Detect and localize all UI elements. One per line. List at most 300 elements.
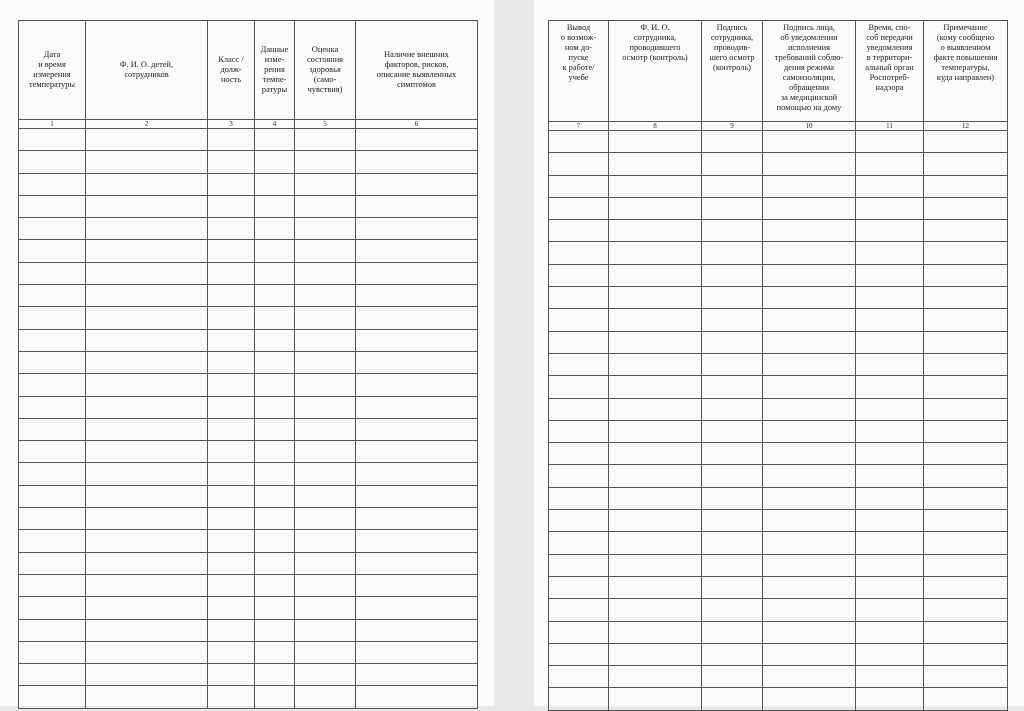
table-cell[interactable] — [549, 287, 609, 309]
table-cell[interactable] — [549, 153, 609, 175]
table-cell[interactable] — [255, 664, 295, 686]
table-cell[interactable] — [763, 131, 856, 153]
table-cell[interactable] — [549, 175, 609, 197]
table-cell[interactable] — [356, 351, 478, 373]
table-cell[interactable] — [763, 487, 856, 509]
table-cell[interactable] — [208, 218, 255, 240]
table-cell[interactable] — [295, 485, 356, 507]
table-cell[interactable] — [208, 574, 255, 596]
table-cell[interactable] — [356, 574, 478, 596]
table-cell[interactable] — [295, 329, 356, 351]
table-cell[interactable] — [924, 376, 1008, 398]
table-cell[interactable] — [208, 374, 255, 396]
table-cell[interactable] — [208, 396, 255, 418]
table-cell[interactable] — [356, 463, 478, 485]
table-cell[interactable] — [702, 643, 763, 665]
table-cell[interactable] — [702, 197, 763, 219]
table-cell[interactable] — [549, 576, 609, 598]
table-cell[interactable] — [208, 686, 255, 708]
table-cell[interactable] — [702, 510, 763, 532]
table-cell[interactable] — [702, 532, 763, 554]
table-cell[interactable] — [86, 285, 208, 307]
table-cell[interactable] — [763, 220, 856, 242]
table-cell[interactable] — [609, 510, 702, 532]
table-cell[interactable] — [763, 666, 856, 688]
table-cell[interactable] — [549, 599, 609, 621]
table-cell[interactable] — [295, 508, 356, 530]
table-cell[interactable] — [549, 688, 609, 710]
table-cell[interactable] — [208, 195, 255, 217]
table-cell[interactable] — [702, 666, 763, 688]
table-cell[interactable] — [86, 129, 208, 151]
table-cell[interactable] — [208, 151, 255, 173]
table-cell[interactable] — [295, 463, 356, 485]
table-cell[interactable] — [295, 129, 356, 151]
table-cell[interactable] — [856, 599, 924, 621]
table-cell[interactable] — [356, 597, 478, 619]
table-cell[interactable] — [549, 331, 609, 353]
table-cell[interactable] — [609, 643, 702, 665]
table-cell[interactable] — [356, 530, 478, 552]
table-cell[interactable] — [763, 443, 856, 465]
table-cell[interactable] — [19, 485, 86, 507]
table-cell[interactable] — [609, 576, 702, 598]
table-cell[interactable] — [924, 153, 1008, 175]
table-cell[interactable] — [356, 641, 478, 663]
table-cell[interactable] — [86, 195, 208, 217]
table-cell[interactable] — [924, 487, 1008, 509]
table-cell[interactable] — [609, 621, 702, 643]
table-cell[interactable] — [86, 441, 208, 463]
table-cell[interactable] — [356, 129, 478, 151]
table-cell[interactable] — [19, 463, 86, 485]
table-cell[interactable] — [19, 619, 86, 641]
table-cell[interactable] — [856, 576, 924, 598]
table-cell[interactable] — [295, 351, 356, 373]
table-cell[interactable] — [86, 508, 208, 530]
table-cell[interactable] — [208, 173, 255, 195]
table-cell[interactable] — [702, 220, 763, 242]
table-cell[interactable] — [609, 220, 702, 242]
table-cell[interactable] — [208, 329, 255, 351]
table-cell[interactable] — [856, 643, 924, 665]
table-cell[interactable] — [609, 331, 702, 353]
table-cell[interactable] — [763, 643, 856, 665]
table-cell[interactable] — [856, 621, 924, 643]
table-cell[interactable] — [856, 532, 924, 554]
table-cell[interactable] — [856, 175, 924, 197]
table-cell[interactable] — [856, 287, 924, 309]
table-cell[interactable] — [763, 510, 856, 532]
table-cell[interactable] — [924, 643, 1008, 665]
table-cell[interactable] — [86, 552, 208, 574]
table-cell[interactable] — [208, 664, 255, 686]
table-cell[interactable] — [924, 175, 1008, 197]
table-cell[interactable] — [86, 262, 208, 284]
table-cell[interactable] — [924, 554, 1008, 576]
table-cell[interactable] — [208, 508, 255, 530]
table-cell[interactable] — [255, 508, 295, 530]
table-cell[interactable] — [19, 396, 86, 418]
table-cell[interactable] — [549, 264, 609, 286]
table-cell[interactable] — [208, 285, 255, 307]
table-cell[interactable] — [609, 175, 702, 197]
table-cell[interactable] — [86, 151, 208, 173]
table-cell[interactable] — [86, 664, 208, 686]
table-cell[interactable] — [924, 287, 1008, 309]
table-cell[interactable] — [19, 418, 86, 440]
table-cell[interactable] — [609, 309, 702, 331]
table-cell[interactable] — [702, 242, 763, 264]
table-cell[interactable] — [702, 331, 763, 353]
table-cell[interactable] — [19, 597, 86, 619]
table-cell[interactable] — [763, 621, 856, 643]
table-cell[interactable] — [208, 240, 255, 262]
table-cell[interactable] — [86, 463, 208, 485]
table-cell[interactable] — [702, 264, 763, 286]
table-cell[interactable] — [856, 309, 924, 331]
table-cell[interactable] — [763, 688, 856, 710]
table-cell[interactable] — [609, 287, 702, 309]
table-cell[interactable] — [763, 153, 856, 175]
table-cell[interactable] — [763, 242, 856, 264]
table-cell[interactable] — [924, 576, 1008, 598]
table-cell[interactable] — [609, 376, 702, 398]
table-cell[interactable] — [86, 351, 208, 373]
table-cell[interactable] — [208, 485, 255, 507]
table-cell[interactable] — [549, 510, 609, 532]
table-cell[interactable] — [356, 619, 478, 641]
table-cell[interactable] — [19, 686, 86, 708]
table-cell[interactable] — [763, 420, 856, 442]
table-cell[interactable] — [856, 688, 924, 710]
table-cell[interactable] — [19, 218, 86, 240]
table-cell[interactable] — [19, 374, 86, 396]
table-cell[interactable] — [702, 353, 763, 375]
table-cell[interactable] — [924, 264, 1008, 286]
table-cell[interactable] — [702, 688, 763, 710]
table-cell[interactable] — [549, 220, 609, 242]
table-cell[interactable] — [86, 173, 208, 195]
table-cell[interactable] — [702, 153, 763, 175]
table-cell[interactable] — [295, 641, 356, 663]
table-cell[interactable] — [856, 131, 924, 153]
table-cell[interactable] — [924, 242, 1008, 264]
table-cell[interactable] — [86, 218, 208, 240]
table-cell[interactable] — [19, 552, 86, 574]
table-cell[interactable] — [702, 287, 763, 309]
table-cell[interactable] — [924, 465, 1008, 487]
table-cell[interactable] — [702, 554, 763, 576]
table-cell[interactable] — [255, 552, 295, 574]
table-cell[interactable] — [856, 264, 924, 286]
table-cell[interactable] — [356, 664, 478, 686]
table-cell[interactable] — [19, 329, 86, 351]
table-cell[interactable] — [609, 420, 702, 442]
table-cell[interactable] — [856, 242, 924, 264]
table-cell[interactable] — [295, 441, 356, 463]
table-cell[interactable] — [208, 351, 255, 373]
table-cell[interactable] — [856, 666, 924, 688]
table-cell[interactable] — [856, 153, 924, 175]
table-cell[interactable] — [19, 441, 86, 463]
table-cell[interactable] — [702, 465, 763, 487]
table-cell[interactable] — [609, 153, 702, 175]
table-cell[interactable] — [702, 175, 763, 197]
table-cell[interactable] — [255, 686, 295, 708]
table-cell[interactable] — [255, 530, 295, 552]
table-cell[interactable] — [702, 487, 763, 509]
table-cell[interactable] — [609, 532, 702, 554]
table-cell[interactable] — [609, 443, 702, 465]
table-cell[interactable] — [702, 309, 763, 331]
table-cell[interactable] — [924, 621, 1008, 643]
table-cell[interactable] — [19, 151, 86, 173]
table-cell[interactable] — [255, 597, 295, 619]
table-cell[interactable] — [549, 487, 609, 509]
table-cell[interactable] — [255, 619, 295, 641]
table-cell[interactable] — [924, 599, 1008, 621]
table-cell[interactable] — [356, 686, 478, 708]
table-cell[interactable] — [549, 621, 609, 643]
table-cell[interactable] — [356, 262, 478, 284]
table-cell[interactable] — [763, 287, 856, 309]
table-cell[interactable] — [19, 285, 86, 307]
table-cell[interactable] — [549, 309, 609, 331]
table-cell[interactable] — [549, 443, 609, 465]
table-cell[interactable] — [255, 129, 295, 151]
table-cell[interactable] — [86, 574, 208, 596]
table-cell[interactable] — [856, 510, 924, 532]
table-cell[interactable] — [255, 485, 295, 507]
table-cell[interactable] — [856, 420, 924, 442]
table-cell[interactable] — [19, 173, 86, 195]
table-cell[interactable] — [763, 465, 856, 487]
table-cell[interactable] — [19, 195, 86, 217]
table-cell[interactable] — [609, 554, 702, 576]
table-cell[interactable] — [255, 151, 295, 173]
table-cell[interactable] — [295, 664, 356, 686]
table-cell[interactable] — [702, 599, 763, 621]
table-cell[interactable] — [19, 351, 86, 373]
table-cell[interactable] — [609, 599, 702, 621]
table-cell[interactable] — [86, 530, 208, 552]
table-cell[interactable] — [86, 418, 208, 440]
table-cell[interactable] — [19, 240, 86, 262]
table-cell[interactable] — [702, 621, 763, 643]
table-cell[interactable] — [924, 666, 1008, 688]
table-cell[interactable] — [295, 240, 356, 262]
table-cell[interactable] — [19, 307, 86, 329]
table-cell[interactable] — [763, 331, 856, 353]
table-cell[interactable] — [19, 530, 86, 552]
table-cell[interactable] — [19, 508, 86, 530]
table-cell[interactable] — [549, 532, 609, 554]
table-cell[interactable] — [609, 688, 702, 710]
table-cell[interactable] — [356, 173, 478, 195]
table-cell[interactable] — [208, 441, 255, 463]
table-cell[interactable] — [856, 465, 924, 487]
table-cell[interactable] — [255, 351, 295, 373]
table-cell[interactable] — [856, 487, 924, 509]
table-cell[interactable] — [255, 262, 295, 284]
table-cell[interactable] — [924, 510, 1008, 532]
table-cell[interactable] — [763, 376, 856, 398]
table-cell[interactable] — [295, 307, 356, 329]
table-cell[interactable] — [856, 220, 924, 242]
table-cell[interactable] — [763, 532, 856, 554]
table-cell[interactable] — [549, 353, 609, 375]
table-cell[interactable] — [208, 641, 255, 663]
table-cell[interactable] — [86, 329, 208, 351]
table-cell[interactable] — [763, 197, 856, 219]
table-cell[interactable] — [255, 307, 295, 329]
table-cell[interactable] — [763, 175, 856, 197]
table-cell[interactable] — [702, 443, 763, 465]
table-cell[interactable] — [255, 285, 295, 307]
table-cell[interactable] — [549, 465, 609, 487]
table-cell[interactable] — [924, 398, 1008, 420]
table-cell[interactable] — [702, 376, 763, 398]
table-cell[interactable] — [208, 418, 255, 440]
table-cell[interactable] — [86, 240, 208, 262]
table-cell[interactable] — [86, 485, 208, 507]
table-cell[interactable] — [356, 307, 478, 329]
table-cell[interactable] — [295, 285, 356, 307]
table-cell[interactable] — [763, 264, 856, 286]
table-cell[interactable] — [86, 619, 208, 641]
table-cell[interactable] — [924, 331, 1008, 353]
table-cell[interactable] — [255, 218, 295, 240]
table-cell[interactable] — [356, 329, 478, 351]
table-cell[interactable] — [856, 554, 924, 576]
table-cell[interactable] — [295, 574, 356, 596]
table-cell[interactable] — [208, 307, 255, 329]
table-cell[interactable] — [19, 664, 86, 686]
table-cell[interactable] — [702, 131, 763, 153]
table-cell[interactable] — [295, 530, 356, 552]
table-cell[interactable] — [924, 197, 1008, 219]
table-cell[interactable] — [924, 532, 1008, 554]
table-cell[interactable] — [609, 465, 702, 487]
table-cell[interactable] — [295, 262, 356, 284]
table-cell[interactable] — [86, 641, 208, 663]
table-cell[interactable] — [856, 443, 924, 465]
table-cell[interactable] — [549, 376, 609, 398]
table-cell[interactable] — [356, 552, 478, 574]
table-cell[interactable] — [763, 353, 856, 375]
table-cell[interactable] — [549, 242, 609, 264]
table-cell[interactable] — [255, 441, 295, 463]
table-cell[interactable] — [356, 396, 478, 418]
table-cell[interactable] — [255, 195, 295, 217]
table-cell[interactable] — [763, 398, 856, 420]
table-cell[interactable] — [255, 173, 295, 195]
table-cell[interactable] — [86, 307, 208, 329]
table-cell[interactable] — [549, 398, 609, 420]
table-cell[interactable] — [763, 554, 856, 576]
table-cell[interactable] — [549, 643, 609, 665]
table-cell[interactable] — [609, 666, 702, 688]
table-cell[interactable] — [208, 597, 255, 619]
table-cell[interactable] — [924, 688, 1008, 710]
table-cell[interactable] — [924, 220, 1008, 242]
table-cell[interactable] — [19, 641, 86, 663]
table-cell[interactable] — [356, 218, 478, 240]
table-cell[interactable] — [295, 396, 356, 418]
table-cell[interactable] — [255, 463, 295, 485]
table-cell[interactable] — [856, 398, 924, 420]
table-cell[interactable] — [924, 353, 1008, 375]
table-cell[interactable] — [609, 264, 702, 286]
table-cell[interactable] — [255, 374, 295, 396]
table-cell[interactable] — [549, 131, 609, 153]
table-cell[interactable] — [19, 574, 86, 596]
table-cell[interactable] — [924, 309, 1008, 331]
table-cell[interactable] — [702, 420, 763, 442]
table-cell[interactable] — [763, 599, 856, 621]
table-cell[interactable] — [295, 151, 356, 173]
table-cell[interactable] — [549, 666, 609, 688]
table-cell[interactable] — [924, 131, 1008, 153]
table-cell[interactable] — [856, 353, 924, 375]
table-cell[interactable] — [86, 374, 208, 396]
table-cell[interactable] — [208, 129, 255, 151]
table-cell[interactable] — [86, 686, 208, 708]
table-cell[interactable] — [549, 420, 609, 442]
table-cell[interactable] — [295, 418, 356, 440]
table-cell[interactable] — [609, 197, 702, 219]
table-cell[interactable] — [924, 420, 1008, 442]
table-cell[interactable] — [295, 374, 356, 396]
table-cell[interactable] — [255, 329, 295, 351]
table-cell[interactable] — [549, 554, 609, 576]
table-cell[interactable] — [702, 398, 763, 420]
table-cell[interactable] — [255, 240, 295, 262]
table-cell[interactable] — [255, 418, 295, 440]
table-cell[interactable] — [356, 195, 478, 217]
table-cell[interactable] — [208, 262, 255, 284]
table-cell[interactable] — [856, 376, 924, 398]
table-cell[interactable] — [356, 240, 478, 262]
table-cell[interactable] — [208, 463, 255, 485]
table-cell[interactable] — [356, 285, 478, 307]
table-cell[interactable] — [763, 309, 856, 331]
table-cell[interactable] — [86, 396, 208, 418]
table-cell[interactable] — [356, 374, 478, 396]
table-cell[interactable] — [609, 398, 702, 420]
table-cell[interactable] — [356, 508, 478, 530]
table-cell[interactable] — [763, 576, 856, 598]
table-cell[interactable] — [255, 574, 295, 596]
table-cell[interactable] — [295, 173, 356, 195]
table-cell[interactable] — [356, 485, 478, 507]
table-cell[interactable] — [19, 129, 86, 151]
table-cell[interactable] — [609, 487, 702, 509]
table-cell[interactable] — [356, 441, 478, 463]
table-cell[interactable] — [609, 131, 702, 153]
table-cell[interactable] — [295, 686, 356, 708]
table-cell[interactable] — [609, 242, 702, 264]
table-cell[interactable] — [208, 552, 255, 574]
table-cell[interactable] — [295, 597, 356, 619]
table-cell[interactable] — [255, 641, 295, 663]
table-cell[interactable] — [702, 576, 763, 598]
table-cell[interactable] — [19, 262, 86, 284]
table-cell[interactable] — [356, 151, 478, 173]
table-cell[interactable] — [208, 530, 255, 552]
table-cell[interactable] — [295, 218, 356, 240]
